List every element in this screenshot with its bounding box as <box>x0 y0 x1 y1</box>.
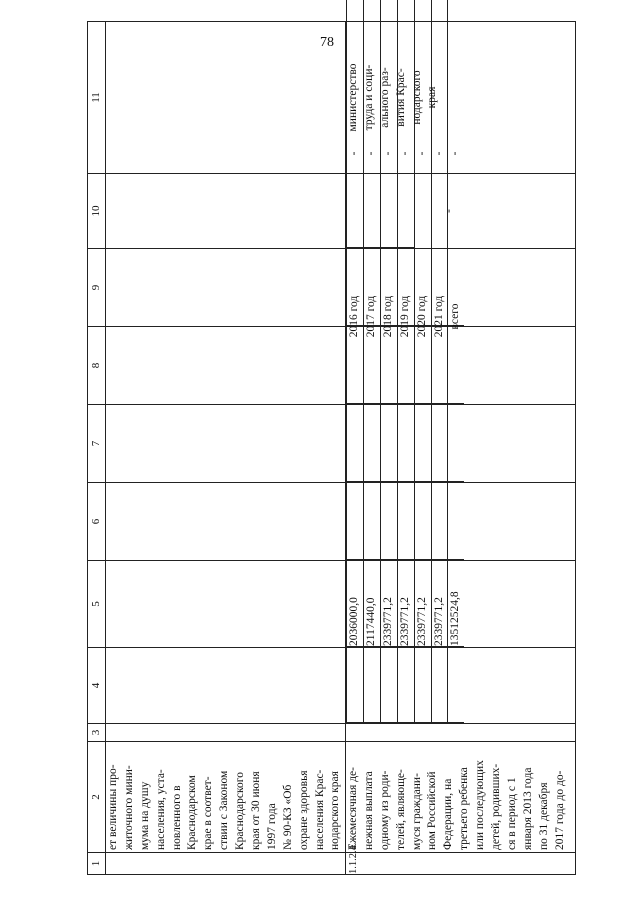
item-text-cell <box>346 742 576 853</box>
item-text-line: по 31 декабря <box>537 782 550 850</box>
cont-text-line: нодарского края <box>329 771 342 850</box>
item-text-line: одному из роди- <box>378 770 391 850</box>
col5-cell <box>346 561 576 648</box>
col7-cell <box>346 405 576 483</box>
program-table <box>87 21 576 875</box>
item-row <box>346 22 576 875</box>
item-text-line: телей, являюще- <box>394 769 407 850</box>
col6-value: - <box>431 0 448 560</box>
item-text-line: 2017 года до до- <box>553 770 566 850</box>
col-header: 10 <box>88 174 106 249</box>
cont-text-line: края от 30 июня <box>250 771 263 850</box>
item-text-line: января 2013 года <box>521 767 534 850</box>
item-text-line: муся граждани- <box>410 773 423 850</box>
responsible-line: нодарского <box>410 70 423 125</box>
col5-value: 2339771,2 <box>380 0 397 647</box>
year-label: 2019 год <box>397 0 414 723</box>
cont-text-line: населения Крас- <box>313 769 326 850</box>
col6-value: - <box>397 0 414 560</box>
col5-value: 2339771,2 <box>397 0 414 647</box>
continuation-row <box>106 22 346 875</box>
item-number: 1.1.2.4 <box>346 853 576 875</box>
col6-total: - <box>448 0 464 560</box>
item-text-line: третьего ребенка <box>458 767 471 850</box>
year-label: 2016 год <box>347 0 364 723</box>
col-header: 5 <box>88 561 106 648</box>
col-header: 7 <box>88 405 106 483</box>
cont-text-line: крае в соответ- <box>202 776 215 850</box>
year-label: 2021 год <box>431 0 448 723</box>
item-text-line: Федерации, на <box>442 778 455 850</box>
col-header: 1 <box>88 853 106 875</box>
col-header: 8 <box>88 327 106 405</box>
responsible-line: ального раз- <box>378 67 391 128</box>
cont-text-line: житочного мини- <box>122 765 135 850</box>
responsible-line: министерство <box>347 63 359 132</box>
item-text-line: ном Российской <box>426 771 439 850</box>
col5-total: 13512524,8 <box>448 0 464 647</box>
year-total-label: всего <box>448 0 464 723</box>
col6-value: - <box>347 0 364 560</box>
cont-text-line: населения, уста- <box>154 769 167 850</box>
cont-text-cell <box>106 742 346 853</box>
cont-text-line: Краснодарского <box>234 772 247 850</box>
col5-value: 2339771,2 <box>431 0 448 647</box>
col5-value: 2117440,0 <box>363 0 380 647</box>
cont-text-line: ет величины про- <box>107 764 119 850</box>
page-number: 78 <box>320 35 334 50</box>
col-header: 6 <box>88 483 106 561</box>
col-header: 4 <box>88 648 106 724</box>
cont-text-line: Краснодарском <box>186 775 199 850</box>
col-header: 11 <box>88 22 106 174</box>
year-label: 2020 год <box>414 0 431 723</box>
col5-value: 2339771,2 <box>414 0 431 647</box>
item-text-line: Ежемесячная де- <box>347 767 359 850</box>
cont-text-line: ствии с Законом <box>218 770 231 850</box>
cont-text-line: 1997 года <box>265 803 278 850</box>
column-number-row <box>88 22 106 875</box>
responsible-line: края <box>426 86 439 109</box>
col6-value: - <box>380 0 397 560</box>
col5-value: 2036000,0 <box>347 0 364 647</box>
responsible-line: вития Крас- <box>394 68 407 127</box>
year-label: 2017 год <box>363 0 380 723</box>
rotated-table-page <box>87 62 575 875</box>
cont-text-line: охране здоровья <box>297 770 310 850</box>
cont-text-line: новленного в <box>170 785 183 850</box>
col-header: 2 <box>88 742 106 853</box>
col6-value: - <box>414 0 431 560</box>
cont-num-cell <box>106 853 346 875</box>
col-header: 9 <box>88 249 106 327</box>
col8-cell <box>346 327 576 405</box>
col10-cell <box>346 174 576 249</box>
cont-text-line: мума на душу <box>138 781 151 850</box>
item-text-line: детей, родивших- <box>490 763 503 850</box>
col-header: 3 <box>88 724 106 742</box>
col6-value: - <box>363 0 380 560</box>
responsible-line: труда и соци- <box>362 64 375 131</box>
item-text-line: нежная выплата <box>362 771 375 850</box>
cont-text-line: № 90-КЗ «Об <box>281 784 294 850</box>
item-text-line: ся в период с 1 <box>505 777 518 850</box>
col10-dash: - <box>442 209 455 213</box>
item-text-line: или последующих <box>474 760 487 850</box>
year-label: 2018 год <box>380 0 397 723</box>
